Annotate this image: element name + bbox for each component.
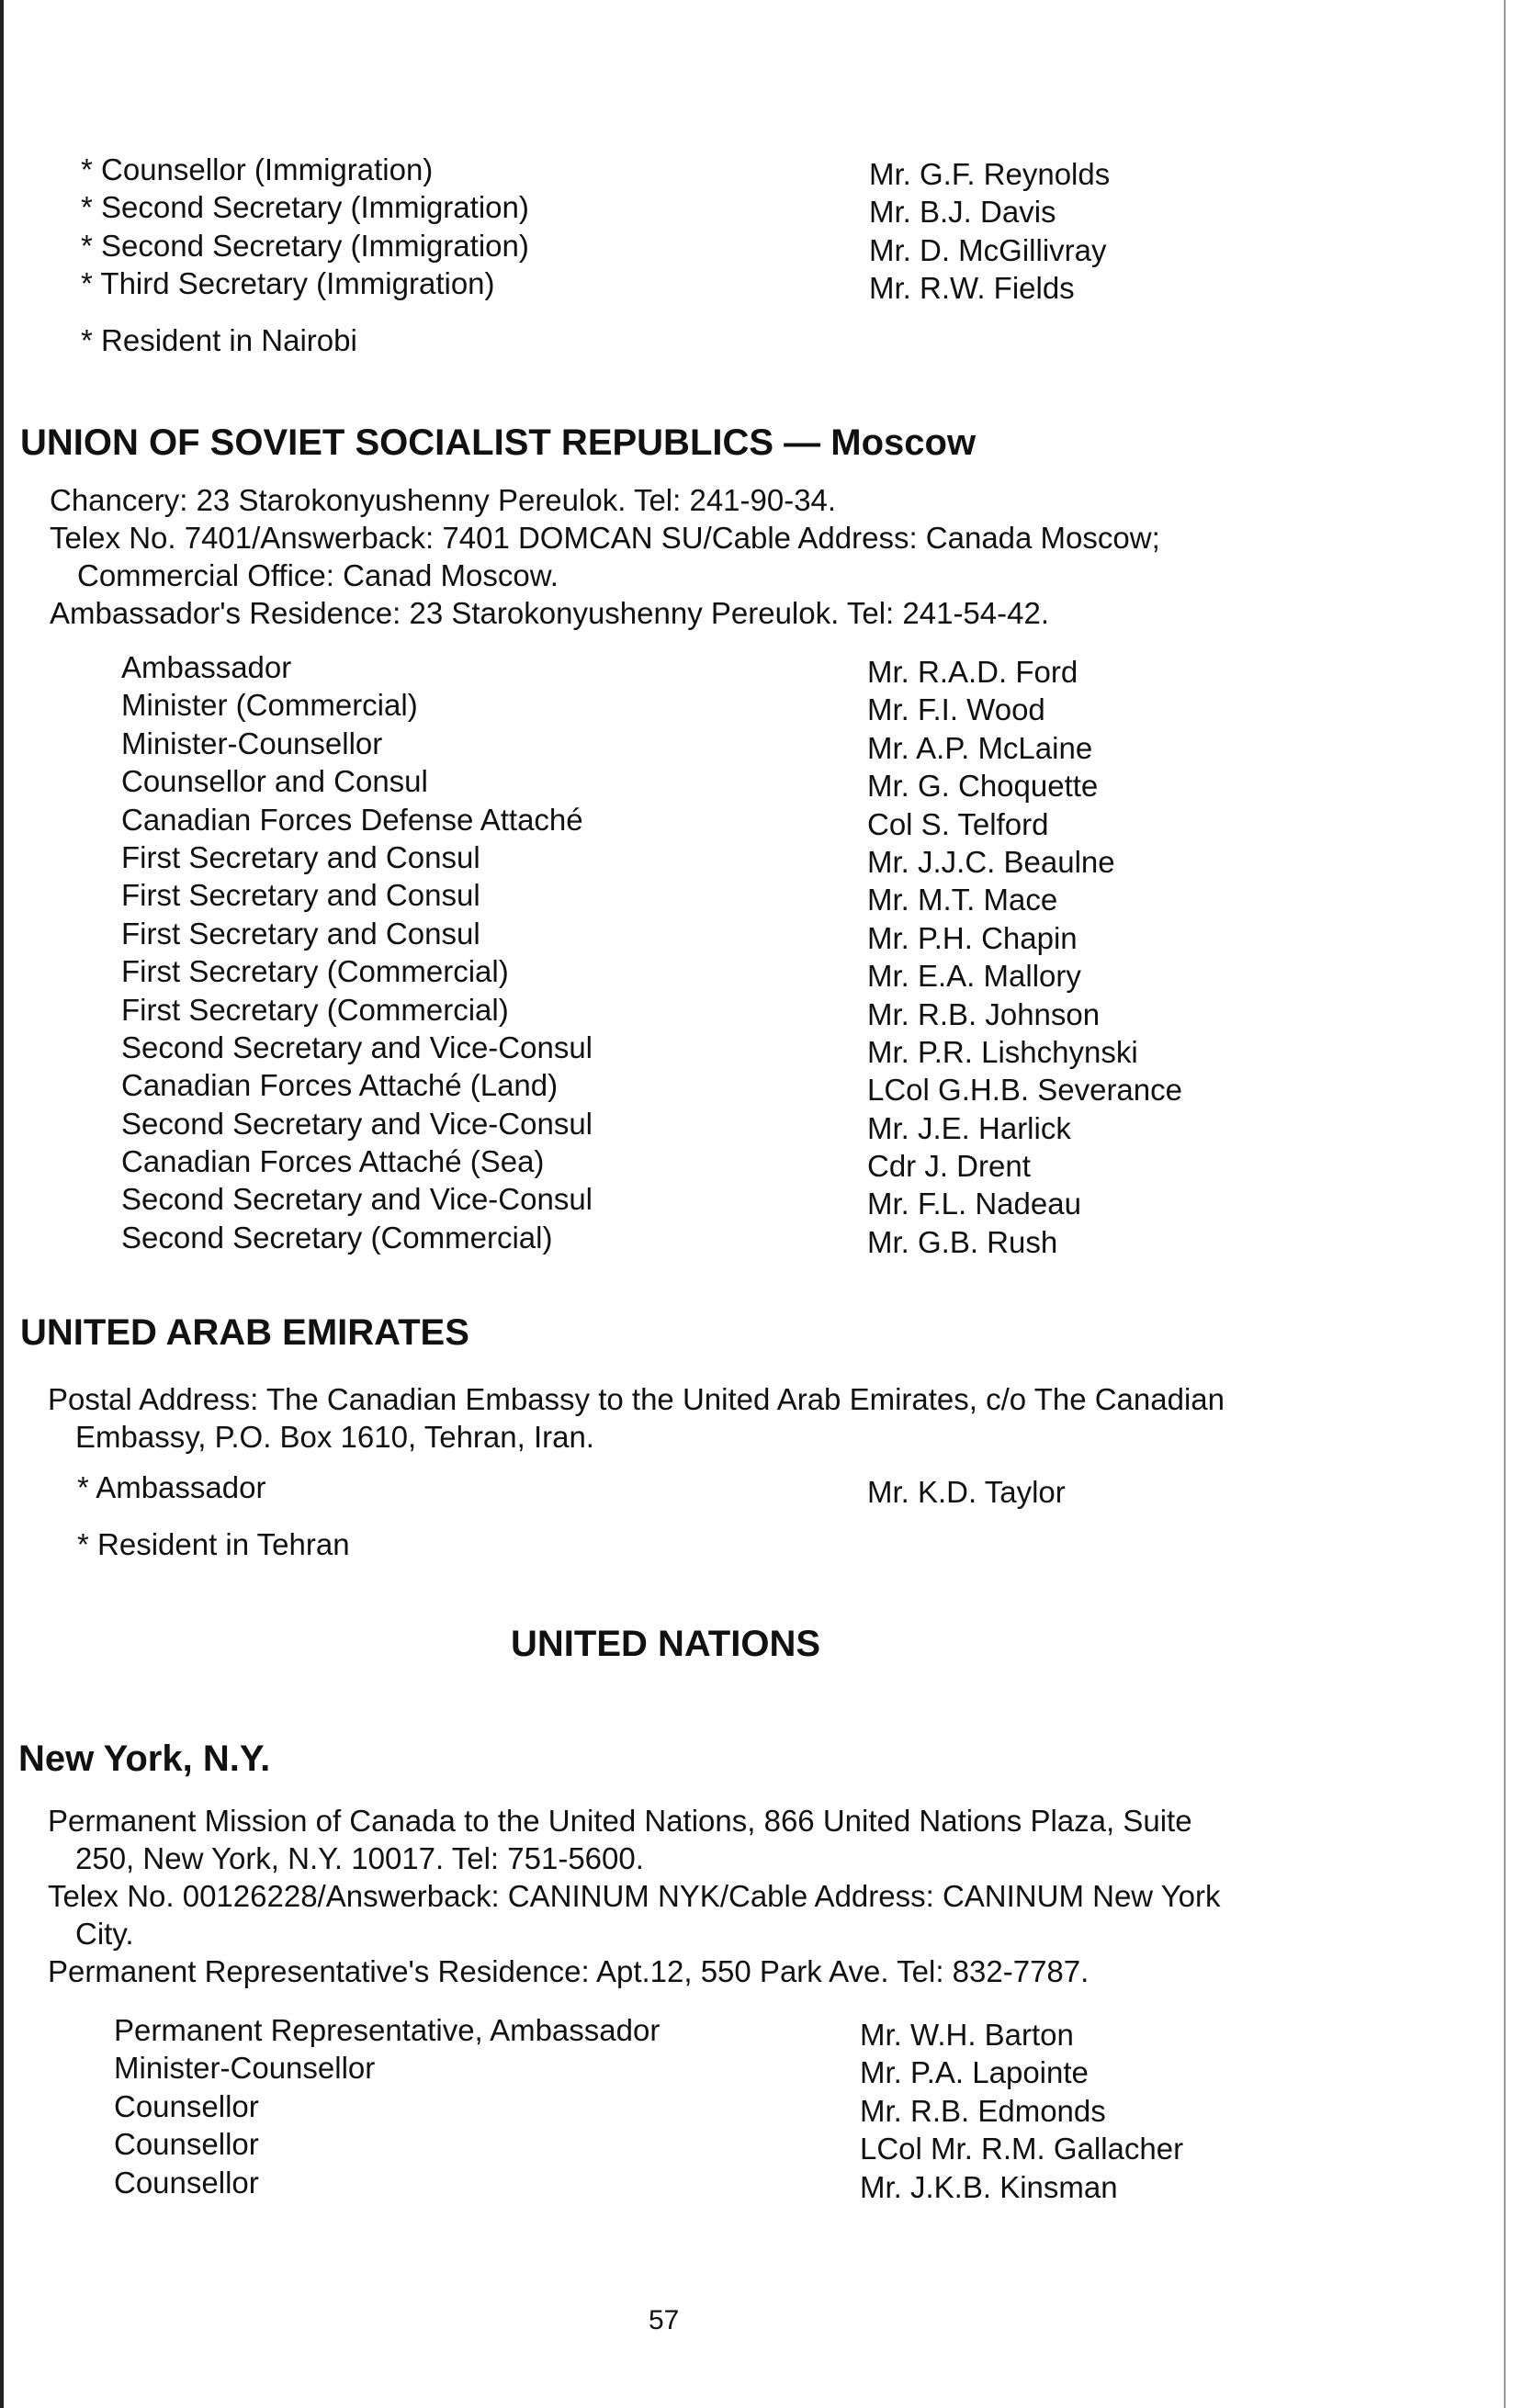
page-edge-right xyxy=(1504,0,1506,2408)
staff-title: Counsellor xyxy=(114,2165,259,2200)
staff-row xyxy=(77,1468,1180,1509)
staff-name: Cdr J. Drent xyxy=(867,1149,1031,1184)
staff-name: Mr. P.R. Lishchynski xyxy=(867,1034,1138,1069)
staff-row xyxy=(81,227,1183,267)
un-staff-list xyxy=(114,2011,1216,2204)
un-address xyxy=(48,1802,1221,1990)
address-line: Ambassador's Residence: 23 Starokonyushenny Pereulok. Tel: 241-54-42. xyxy=(50,596,1050,630)
staff-title: Counsellor and Consul xyxy=(121,764,428,799)
staff-title: Minister (Commercial) xyxy=(121,688,418,723)
staff-name: Mr. D. McGillivray xyxy=(869,232,1107,267)
staff-title: * Third Secretary (Immigration) xyxy=(81,266,495,301)
subsection-heading-new-york: New York, N.Y. xyxy=(18,1738,271,1779)
staff-name: Mr. R.A.D. Ford xyxy=(867,655,1078,689)
staff-name: Mr. J.J.C. Beaulne xyxy=(867,844,1115,879)
staff-title: * Counsellor (Immigration) xyxy=(81,152,434,186)
staff-title: First Secretary and Consul xyxy=(121,878,480,913)
staff-row xyxy=(81,264,1183,306)
staff-title: Counsellor xyxy=(114,2127,259,2162)
uae-address xyxy=(48,1380,1225,1456)
kenya-staff-list xyxy=(81,151,1183,306)
staff-title: Second Secretary (Commercial) xyxy=(121,1220,553,1255)
staff-name: Mr. R.W. Fields xyxy=(869,271,1075,306)
ussr-address xyxy=(50,481,1160,632)
staff-title: First Secretary (Commercial) xyxy=(121,954,509,989)
staff-title: Canadian Forces Defense Attaché xyxy=(121,802,583,837)
footnote: * Resident in Nairobi xyxy=(81,323,357,357)
staff-title: * Ambassador xyxy=(77,1470,266,1504)
staff-row xyxy=(121,991,1224,1029)
staff-title: Second Secretary and Vice-Consul xyxy=(121,1106,593,1141)
page-number: 57 xyxy=(649,2305,680,2335)
address-line: City. xyxy=(75,1917,134,1951)
staff-name: Col S. Telford xyxy=(867,806,1049,841)
staff-row xyxy=(121,952,1224,994)
staff-name: Mr. P.H. Chapin xyxy=(867,920,1078,955)
staff-row xyxy=(121,915,1224,955)
staff-name: Mr. K.D. Taylor xyxy=(867,1475,1066,1509)
staff-row xyxy=(114,2049,1216,2090)
address-line: Permanent Mission of Canada to the United Nations, 866 United Nations Plaza, Suite xyxy=(48,1804,1192,1838)
staff-row xyxy=(121,1066,1224,1108)
staff-row xyxy=(81,151,1183,191)
staff-name: Mr. J.K.B. Kinsman xyxy=(860,2169,1118,2204)
staff-title: Minister-Counsellor xyxy=(121,726,383,760)
address-line: 250, New York, N.Y. 10017. Tel: 751-5600. xyxy=(75,1841,644,1875)
uae-staff-list xyxy=(77,1468,1180,1509)
staff-title: Permanent Representative, Ambassador xyxy=(114,2013,661,2047)
staff-title: Ambassador xyxy=(121,650,292,684)
staff-name: LCol G.H.B. Severance xyxy=(867,1073,1182,1108)
staff-title: First Secretary (Commercial) xyxy=(121,992,509,1027)
staff-name: Mr. G.F. Reynolds xyxy=(869,157,1111,191)
staff-title: Counsellor xyxy=(114,2088,259,2123)
staff-row xyxy=(121,801,1224,841)
staff-name: Mr. B.J. Davis xyxy=(869,195,1056,230)
staff-row xyxy=(121,838,1224,879)
staff-name: Mr. M.T. Mace xyxy=(867,883,1058,917)
staff-row xyxy=(114,2164,1216,2204)
staff-row xyxy=(121,1029,1224,1069)
address-line: Telex No. 7401/Answerback: 7401 DOMCAN SU/Cable Address: Canada Moscow; xyxy=(50,521,1160,555)
address-line: Postal Address: The Canadian Embassy to the United Arab Emirates, c/o The Canadian xyxy=(48,1382,1225,1416)
address-line: Chancery: 23 Starokonyushenny Pereulok. Tel: 241-90-34. xyxy=(50,483,837,517)
staff-row xyxy=(121,1219,1224,1259)
staff-row xyxy=(114,2011,1216,2052)
staff-title: Canadian Forces Attaché (Sea) xyxy=(121,1144,545,1179)
staff-row xyxy=(114,2125,1216,2166)
staff-title: * Second Secretary (Immigration) xyxy=(81,190,529,225)
staff-name: LCol Mr. R.M. Gallacher xyxy=(860,2132,1184,2166)
staff-title: Second Secretary and Vice-Consul xyxy=(121,1030,593,1064)
staff-title: First Secretary and Consul xyxy=(121,839,480,874)
staff-row xyxy=(114,2087,1216,2128)
staff-row xyxy=(121,648,1224,689)
page-edge-left xyxy=(0,0,4,2408)
staff-name: Mr. R.B. Edmonds xyxy=(860,2093,1106,2128)
section-heading-ussr: UNION OF SOVIET SOCIALIST REPUBLICS — Moscow xyxy=(20,422,977,463)
staff-row xyxy=(121,762,1224,804)
staff-name: Mr. F.L. Nadeau xyxy=(867,1187,1081,1221)
staff-name: Mr. G. Choquette xyxy=(867,769,1099,804)
staff-title: Second Secretary and Vice-Consul xyxy=(121,1182,593,1217)
staff-row xyxy=(121,876,1224,917)
address-line: Telex No. 00126228/Answerback: CANINUM NYK/Cable Address: CANINUM New York xyxy=(48,1879,1221,1913)
staff-title: * Second Secretary (Immigration) xyxy=(81,228,529,263)
staff-name: Mr. R.B. Johnson xyxy=(867,996,1101,1031)
staff-row xyxy=(121,1142,1224,1184)
staff-name: Mr. W.H. Barton xyxy=(860,2018,1074,2052)
footnote: * Resident in Tehran xyxy=(77,1527,350,1561)
staff-title: Minister-Counsellor xyxy=(114,2051,376,2086)
section-heading-uae: UNITED ARAB EMIRATES xyxy=(20,1312,469,1353)
staff-row xyxy=(121,1105,1224,1145)
staff-name: Mr. G.B. Rush xyxy=(867,1224,1058,1259)
staff-title: Canadian Forces Attaché (Land) xyxy=(121,1068,559,1103)
staff-name: Mr. J.E. Harlick xyxy=(867,1110,1071,1145)
address-line: Commercial Office: Canad Moscow. xyxy=(77,558,559,592)
staff-title: First Secretary and Consul xyxy=(121,916,480,951)
staff-name: Mr. E.A. Mallory xyxy=(867,959,1081,994)
staff-name: Mr. P.A. Lapointe xyxy=(860,2055,1089,2090)
staff-row xyxy=(121,725,1224,765)
address-line: Permanent Representative's Residence: Apt.12, 550 Park Ave. Tel: 832-7787. xyxy=(48,1954,1090,1988)
staff-row xyxy=(81,188,1183,230)
staff-row xyxy=(121,686,1224,727)
ussr-staff-list xyxy=(121,648,1224,1259)
address-line: Embassy, P.O. Box 1610, Tehran, Iran. xyxy=(75,1420,594,1454)
staff-name: Mr. F.I. Wood xyxy=(867,692,1045,727)
staff-name: Mr. A.P. McLaine xyxy=(867,730,1093,765)
section-heading-un: UNITED NATIONS xyxy=(511,1624,821,1664)
staff-row xyxy=(121,1180,1224,1221)
